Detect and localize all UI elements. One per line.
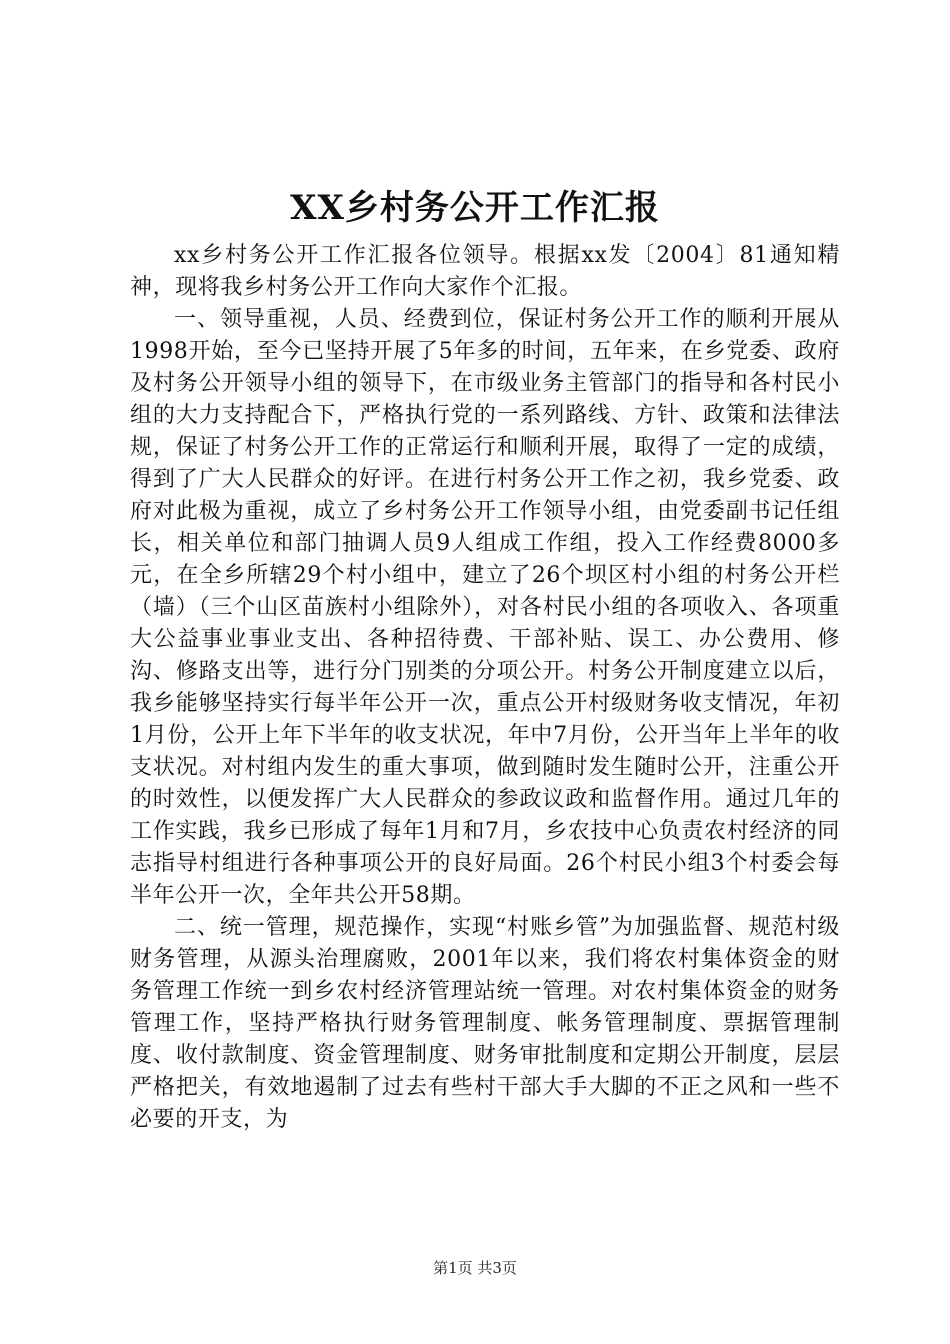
paragraph-section-one: 一、领导重视，人员、经费到位，保证村务公开工作的顺利开展从1998开始，至今已坚持开展了5年多的时间，五年来，在乡党委、政府及村务公开领导小组的领导下，在市级业务主管部门的指导和各村民小组的大力支持配合下，严格执行党的一系列路线、方针、政策和法律法规，保证了村务公开工作的正常运行和顺利开展，取得了一定的成绩，得到了广大人民群众的好评。在进行村务公开工作之初，我乡党委、政府对此极为重视，成立了乡村务公开工作领导小组，由党委副书记任组长，相关单位和部门抽调人员9人组成工作组，投入工作经费8000多元，在全乡所辖29个村小组中，建立了26个坝区村小组的村务公开栏（墙）（三个山区苗族村小组除外），对各村民小组的各项收入、各项重大公益事业事业支出、各种招待费、干部补贴、误工、办公费用、修沟、修路支出等，进行分门别类的分项公开。村务公开制度建立以后，我乡能够坚持实行每半年公开一次，重点公开村级财务收支情况，年初1月份，公开上年下半年的收支状况，年中7月份，公开当年上半年的收支状况。对村组内发生的重大事项，做到随时发生随时公开，注重公开的时效性，以便发挥广大人民群众的参政议政和监督作用。通过几年的工作实践，我乡已形成了每年1月和7月，乡农技中心负责农村经济的同志指导村组进行各种事项公开的良好局面。26个村民小组3个村委会每半年公开一次，全年共公开58期。 [130, 307, 840, 908]
document-body [130, 240, 840, 1136]
document-title: XX乡村务公开工作汇报 [290, 188, 660, 228]
paragraph-intro: xx乡村务公开工作汇报各位领导。根据xx发〔2004〕81通知精神，现将我乡村务公开工作向大家作个汇报。 [130, 243, 840, 300]
paragraph-section-two: 二、统一管理，规范操作，实现“村账乡管”为加强监督、规范村级财务管理，从源头治理腐败，2001年以来，我们将农村集体资金的财务管理工作统一到乡农村经济管理站统一管理。对农村集体资金的财务管理工作，坚持严格执行财务管理制度、帐务管理制度、票据管理制度、收付款制度、资金管理制度、财务审批制度和定期公开制度，层层严格把关，有效地遏制了过去有些村干部大手大脚的不正之风和一些不必要的开支，为 [130, 915, 840, 1132]
page-footer: 第1页 共3页 [433, 1259, 517, 1277]
